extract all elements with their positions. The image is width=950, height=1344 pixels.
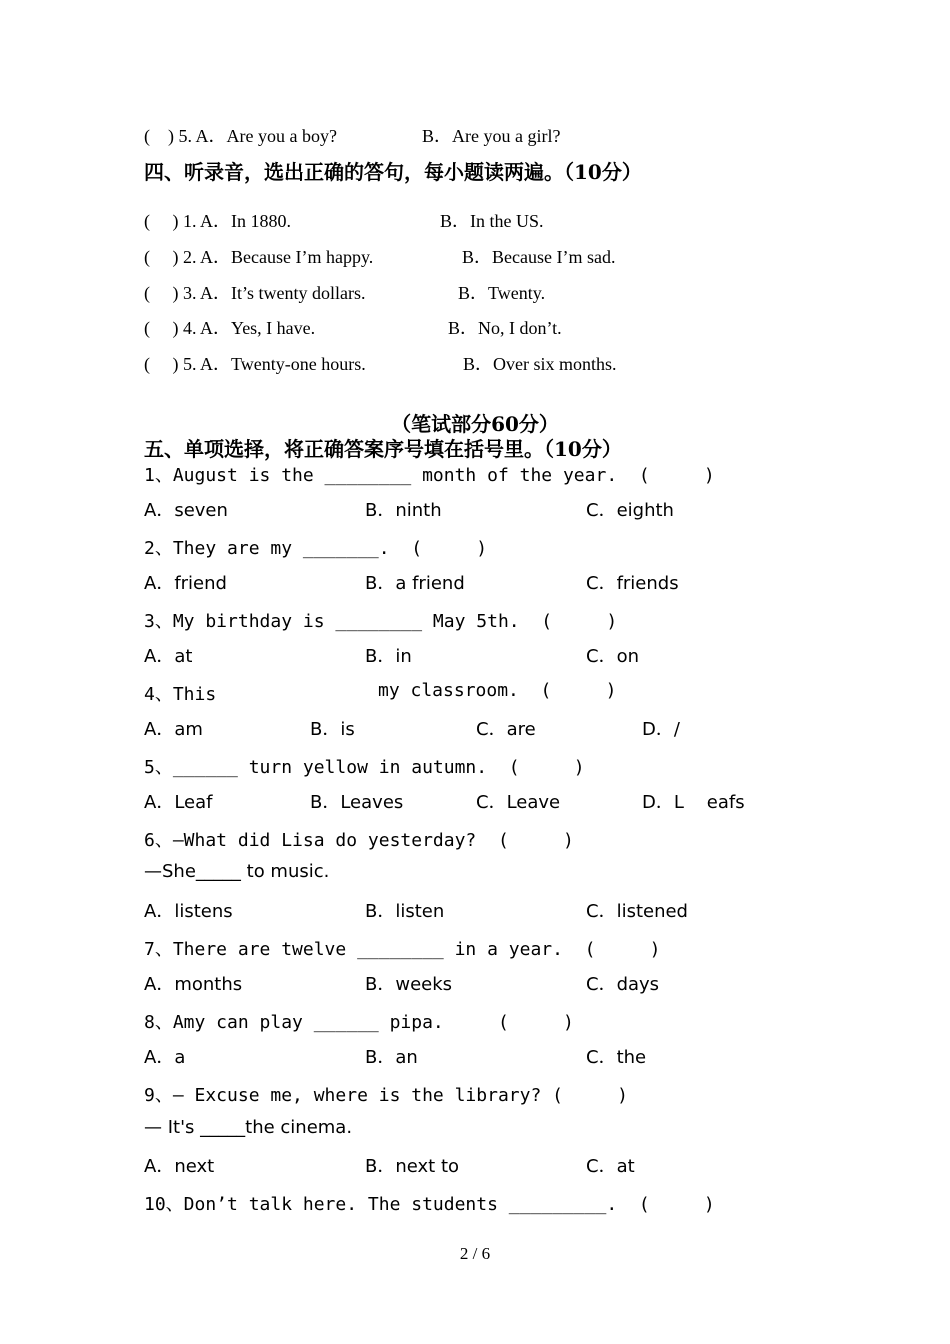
question-6-answer-line: —She_____ to music.: [144, 861, 330, 882]
question-4-stem-end: my classroom. ( ): [378, 680, 617, 701]
question-2-stem: 2、They are my _______. ( ): [144, 538, 488, 559]
option-c: C．friends: [586, 573, 679, 594]
listening-item-4: ( ) 4. A．Yes, I have.: [144, 318, 316, 338]
option-c: C．are: [476, 719, 536, 740]
option-b: B．an: [365, 1047, 418, 1068]
option-b: B．a friend: [365, 573, 465, 594]
option-c: C．Leave: [476, 792, 561, 813]
option-b: B．ninth: [365, 500, 442, 521]
option-b: B．Leaves: [310, 792, 404, 813]
listening-item-2: ( ) 2. A．Because I’m happy.: [144, 247, 374, 267]
option-a: A．a: [144, 1047, 186, 1068]
option-c: C．on: [586, 646, 639, 667]
option-c: C．listened: [586, 901, 688, 922]
option-c: C．at: [586, 1156, 635, 1177]
option-b: B．Over six months.: [463, 354, 617, 374]
question-4-stem-start: 4、This: [144, 684, 217, 705]
question-text: ( ) 5. A．Are you a boy?: [144, 126, 337, 146]
option-d: D．/: [642, 719, 680, 740]
option-b: B．is: [310, 719, 355, 740]
question-5-stem: 5、______ turn yellow in autumn. ( ): [144, 757, 585, 778]
option-b: B．listen: [365, 901, 445, 922]
option-b: B．In the US.: [440, 211, 544, 231]
option-b: B．in: [365, 646, 412, 667]
question-7-stem: 7、There are twelve ________ in a year. ( ): [144, 939, 661, 960]
section-5-title: 五、单项选择，将正确答案序号填在括号里。（10分）: [144, 437, 622, 461]
option-c: C．days: [586, 974, 660, 995]
question-8-stem: 8、Amy can play ______ pipa. ( ): [144, 1012, 574, 1033]
option-b: B．Are you a girl?: [422, 126, 561, 146]
option-a: A．months: [144, 974, 243, 995]
option-b: B．Because I’m sad.: [462, 247, 616, 267]
section-4-title: 四、听录音，选出正确的答句，每小题读两遍。（10分）: [144, 160, 642, 184]
option-a: A．at: [144, 646, 193, 667]
question-3-stem: 3、My birthday is ________ May 5th. ( ): [144, 611, 618, 632]
listening-item-3: ( ) 3. A．It’s twenty dollars.: [144, 283, 366, 303]
option-a: A．am: [144, 719, 203, 740]
question-1-stem: 1、August is the ________ month of the year. ( ): [144, 465, 715, 486]
option-a: A．Leaf: [144, 792, 213, 813]
option-c: C．eighth: [586, 500, 674, 521]
option-c: C．the: [586, 1047, 647, 1068]
written-part-heading: （笔试部分60分）: [391, 412, 559, 436]
question-9-answer-line: — It's _____the cinema.: [144, 1117, 353, 1138]
option-b: B．next to: [365, 1156, 460, 1177]
option-a: A．next: [144, 1156, 215, 1177]
option-a: A．friend: [144, 573, 227, 594]
question-6-stem: 6、—What did Lisa do yesterday? ( ): [144, 830, 574, 851]
listening-item-1: ( ) 1. A．In 1880.: [144, 211, 291, 231]
option-b: B．Twenty.: [458, 283, 546, 303]
option-b: B．weeks: [365, 974, 453, 995]
option-d: D．L eafs: [642, 792, 745, 813]
page-number: 2 / 6: [459, 1244, 491, 1263]
option-a: A．listens: [144, 901, 233, 922]
listening-item-5: ( ) 5. A．Twenty-one hours.: [144, 354, 366, 374]
option-a: A．seven: [144, 500, 228, 521]
question-9-stem: 9、— Excuse me, where is the library? ( ): [144, 1085, 628, 1106]
option-b: B．No, I don’t.: [448, 318, 562, 338]
question-10-stem: 10、Don’t talk here. The students _________. ( ): [144, 1194, 715, 1215]
